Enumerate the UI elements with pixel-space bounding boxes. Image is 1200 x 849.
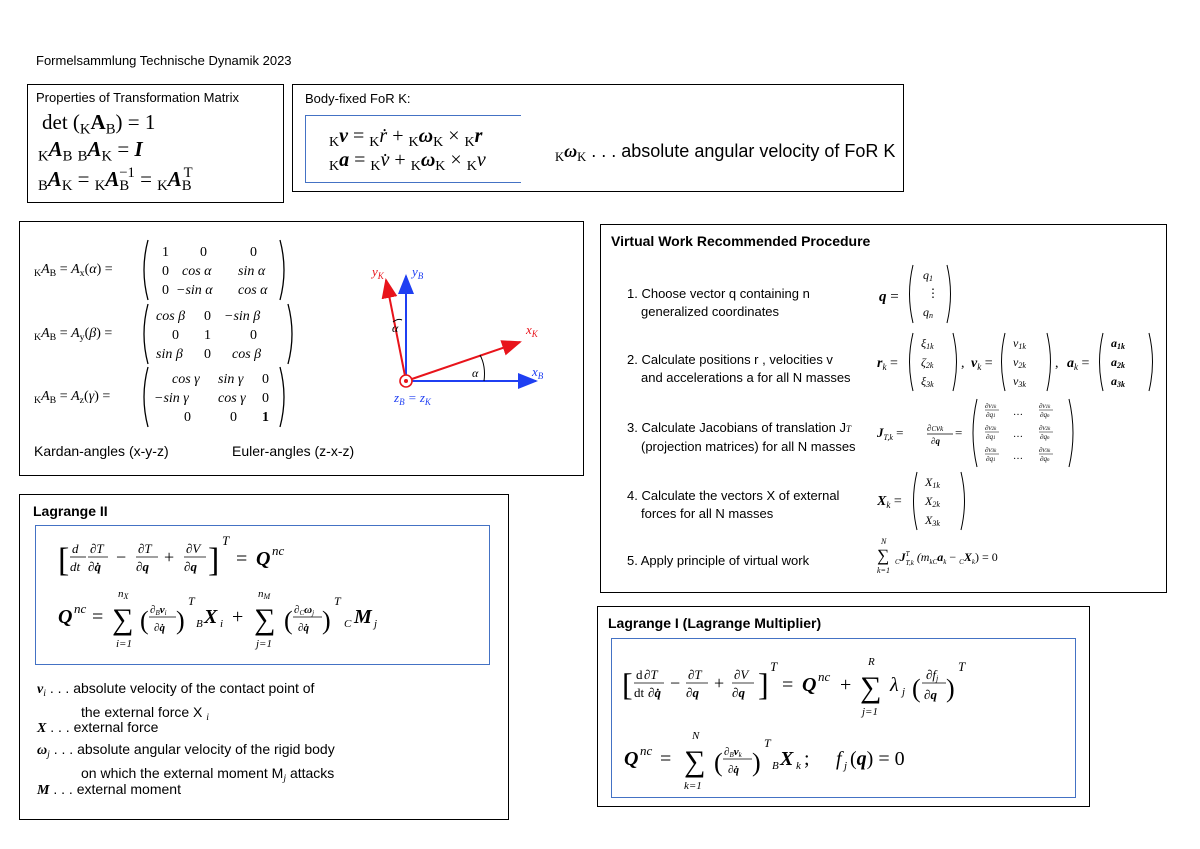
svg-text:…: … [1013, 451, 1023, 462]
lagrange-ii-box [19, 494, 509, 820]
omega-description: $_K\omega_K$ . . . absolute angular velocity of FoR K [555, 141, 896, 164]
svg-text:∂T: ∂T [688, 667, 702, 682]
svg-text:0: 0 [204, 347, 211, 362]
svg-text:∂q1: ∂q1 [986, 455, 996, 463]
svg-text:nX: nX [118, 588, 129, 601]
svg-text:Q: Q [624, 748, 639, 770]
svg-text:∂q̇: ∂q̇ [728, 764, 739, 776]
svg-text:∂v3k: ∂v3k [985, 446, 997, 454]
jacobian-formula [877, 397, 1077, 469]
svg-text:d: d [72, 541, 79, 556]
svg-text:cos α: cos α [182, 264, 212, 279]
svg-text:(: ( [912, 674, 921, 703]
rotation-z-matrix [138, 365, 290, 429]
svg-text:): ) [176, 606, 185, 635]
kardan-angles-label: Kardan-angles (x-y-z) [34, 443, 169, 459]
svg-text:−: − [116, 547, 127, 567]
svg-text:=: = [92, 606, 104, 628]
svg-text:a1k: a1k [1111, 336, 1125, 351]
svg-text:,: , [1055, 356, 1059, 371]
svg-text:(: ( [140, 606, 149, 635]
svg-text:+: + [232, 606, 244, 628]
svg-text:∂v1k: ∂v1k [985, 402, 997, 410]
svg-text:∂V: ∂V [734, 667, 749, 682]
svg-text:(: ( [284, 606, 293, 635]
svg-text:cos β: cos β [156, 309, 186, 324]
svg-text:∂Bvk: ∂Bvk [724, 746, 742, 759]
svg-text:[: [ [622, 666, 633, 702]
step-3: 3. Calculate Jacobians of translation JT (projection matrices) for all N masses [627, 420, 856, 454]
svg-text:,: , [961, 356, 965, 371]
svg-text:cos β: cos β [232, 347, 262, 362]
svg-text:): ) [946, 674, 955, 703]
rotation-x-matrix [138, 238, 290, 302]
svg-text:∂q: ∂q [931, 436, 940, 446]
rotation-z-label: $_KA_B = A_z(\gamma)$ = [34, 389, 111, 406]
svg-text:∂q: ∂q [184, 559, 197, 574]
svg-text:α: α [472, 366, 479, 380]
svg-text:∂v2k: ∂v2k [1039, 424, 1051, 432]
svg-text:X: X [780, 748, 794, 770]
svg-text:1: 1 [204, 328, 211, 343]
svg-text:rk =: $r_k$ = [877, 356, 898, 372]
inverse-formula: $_BA_K = _KA_B^{-1} = _KA_B^T$ [38, 165, 193, 195]
svg-text:nc: nc [818, 669, 831, 684]
svg-text:j=1: j=1 [256, 638, 272, 650]
svg-text:ak =: $a_k$ = [1067, 356, 1090, 372]
svg-text:nM: nM [258, 588, 271, 601]
body-fixed-title: Body-fixed FoR K: [305, 91, 411, 106]
svg-text:+: + [840, 674, 852, 696]
svg-text:v3k: v3k [1013, 374, 1026, 389]
svg-text:dt: dt [70, 559, 81, 574]
transformation-matrix-box [27, 84, 284, 203]
svg-text:∂v2k: ∂v2k [985, 424, 997, 432]
svg-text:−sin β: −sin β [224, 309, 261, 324]
svg-text:dt: dt [634, 685, 645, 700]
svg-text:T: T [188, 594, 195, 608]
svg-text:sin α: sin α [238, 264, 266, 279]
svg-text:ξ1k: ξ1k [921, 336, 934, 351]
svg-text:X2k: X2k [925, 494, 940, 509]
svg-text:−sin α: −sin α [176, 283, 213, 298]
svg-text:∂Cvk: ∂Cvk [927, 423, 944, 433]
svg-text:v1k: v1k [1013, 336, 1026, 351]
svg-text:nc: nc [272, 543, 285, 558]
svg-text:∂qn: ∂qn [1040, 411, 1050, 419]
svg-text:0: 0 [204, 309, 211, 324]
svg-text:Q: Q [256, 548, 271, 570]
svg-text:∂qn: ∂qn [1040, 433, 1050, 441]
svg-text:C: C [344, 618, 352, 630]
svg-text:T: T [222, 533, 230, 548]
svg-text:): ) [752, 748, 761, 777]
svg-text:1: 1 [162, 245, 169, 260]
svg-text:∂q1: ∂q1 [986, 433, 996, 441]
svg-text:0: 0 [162, 283, 169, 298]
svg-text:0: 0 [250, 328, 257, 343]
svg-text:=: = [782, 674, 794, 696]
lagrange-i-box [597, 606, 1090, 807]
svg-text:cos γ: cos γ [172, 372, 200, 387]
orthogonality-formula: $_KA_B$ $_BA_K = I$ [38, 137, 143, 165]
svg-text:0: 0 [200, 245, 207, 260]
svg-text:nc: nc [74, 601, 87, 616]
svg-text:k: k [796, 760, 801, 772]
svg-text:=: = [660, 748, 672, 770]
lagrange-ii-equation [58, 533, 478, 659]
step-1: 1. Choose vector q containing n generalized coordinates [627, 286, 810, 319]
svg-text:⋮: ⋮ [927, 286, 939, 300]
svg-text:Xk =: $X_k$ = [877, 494, 902, 510]
svg-text:∂q: ∂q [924, 687, 937, 702]
svg-text:Q: Q [802, 674, 817, 696]
svg-text:B: B [772, 760, 779, 772]
svg-text:1: 1 [262, 410, 269, 425]
coordinate-frame-diagram [360, 262, 560, 412]
step-2: 2. Calculate positions r , velocities v and accelerations a for all N masses [627, 352, 851, 385]
svg-text:0: 0 [262, 391, 269, 406]
svg-text:nc: nc [640, 743, 653, 758]
svg-text:j=1: j=1 [862, 706, 878, 718]
svg-text:(q) = 0: (q) = 0 [850, 748, 905, 770]
svg-text:∂q: ∂q [136, 559, 149, 574]
svg-text:;: ; [804, 748, 810, 770]
svg-text:yB: $y_B$ [412, 264, 424, 281]
lagrange-i-equation [622, 645, 1062, 795]
svg-text:i=1: i=1 [116, 638, 132, 650]
svg-text:X1k: X1k [925, 475, 940, 490]
svg-text:cos γ: cos γ [218, 391, 246, 406]
svg-text:sin β: sin β [156, 347, 183, 362]
svg-text:α: α [392, 321, 399, 335]
svg-text:]: ] [208, 542, 220, 579]
page-title: Formelsammlung Technische Dynamik 2023 [36, 53, 292, 68]
transformation-matrix-title: Properties of Transformation Matrix [36, 90, 240, 105]
svg-text:yK: $y_K$ [372, 264, 384, 281]
svg-text:∂V: ∂V [186, 541, 201, 556]
velocity-formula: $_K$v = $_K$ṙ + $_K\omega_K \times _Kr$ [329, 125, 483, 151]
svg-text:sin γ: sin γ [218, 372, 244, 387]
svg-text:∂qn: ∂qn [1040, 455, 1050, 463]
svg-text:vk =: $v_k$ = [971, 356, 993, 372]
lagrange-i-title: Lagrange I (Lagrange Multiplier) [608, 615, 822, 631]
svg-text:k=1: k=1 [684, 780, 702, 792]
svg-text:j: j [844, 760, 848, 772]
svg-text:N: N [692, 730, 700, 742]
rotation-x-label: $_KA_B = A_x(\alpha)$ = [34, 262, 113, 279]
svg-text:−: − [670, 673, 681, 693]
lagrange-ii-legend-x: X . . . external force [37, 719, 159, 736]
svg-text:∂v3k: ∂v3k [1039, 446, 1051, 454]
kinematics-vectors [877, 329, 1165, 395]
svg-text:+: + [164, 547, 175, 567]
rotation-y-matrix [138, 302, 298, 366]
svg-text:∑: ∑ [877, 546, 890, 565]
svg-text:T: T [334, 594, 341, 608]
svg-text:=: = [955, 425, 963, 440]
svg-text:0: 0 [162, 264, 169, 279]
body-fixed-box [292, 84, 904, 192]
svg-text:j: j [374, 618, 378, 630]
svg-text:∂v1k: ∂v1k [1039, 402, 1051, 410]
svg-text:X: X [204, 606, 218, 628]
svg-text:a2k: a2k [1111, 355, 1125, 370]
rotation-y-label: $_KA_B = A_y(\beta)$ = [34, 326, 113, 343]
svg-text:0: 0 [250, 245, 257, 260]
svg-text:∑: ∑ [684, 745, 706, 778]
lagrange-ii-legend-m: M . . . external moment [37, 781, 181, 798]
rotation-matrices-box [19, 221, 584, 476]
svg-text:ξ3k: ξ3k [921, 374, 934, 389]
svg-text:q1: q1 [923, 268, 933, 283]
svg-text:R: R [868, 656, 875, 668]
svg-text:cos α: cos α [238, 283, 268, 298]
svg-text:…: … [1013, 407, 1023, 418]
external-force-vector [877, 469, 977, 533]
svg-text:CJTT,k (mkCak − CXk) = 0: $_CJ^T$ T,k $(m_kCa_k - _CX_k) = 0$ [895, 550, 998, 567]
svg-text:∑: ∑ [860, 671, 882, 704]
svg-text:0: 0 [172, 328, 179, 343]
svg-text:∂Cωj: ∂Cωj [294, 604, 315, 617]
svg-text:−sin γ: −sin γ [154, 391, 189, 406]
svg-text:…: … [1013, 429, 1023, 440]
svg-text:xB: $x_B$ [532, 364, 544, 381]
svg-text:∂q̇: ∂q̇ [298, 622, 309, 634]
svg-text:∂q: ∂q [686, 685, 699, 700]
step-5: 5. Apply principle of virtual work [627, 553, 810, 568]
svg-text:Q: Q [58, 606, 73, 628]
svg-text:B: B [196, 618, 203, 630]
svg-text:∂q̇: ∂q̇ [88, 559, 101, 574]
svg-text:v2k: v2k [1013, 355, 1026, 370]
svg-text:∂q1: ∂q1 [986, 411, 996, 419]
svg-text:xK: $x_K$ [526, 322, 538, 339]
q-vector [905, 263, 955, 325]
svg-text:a3k: a3k [1111, 374, 1125, 389]
svg-text:∂q: ∂q [732, 685, 745, 700]
svg-text:∂T: ∂T [138, 541, 152, 556]
virtual-work-title: Virtual Work Recommended Procedure [611, 233, 871, 249]
svg-text:): ) [322, 606, 331, 635]
svg-text:=: = [236, 548, 248, 570]
svg-text:i: i [220, 618, 224, 630]
svg-text:+: + [714, 673, 725, 693]
svg-text:∂q̇: ∂q̇ [648, 685, 661, 700]
svg-text:∑: ∑ [112, 603, 134, 636]
acceleration-formula: $_K$a = $_K$v̇ + $_K\omega_K \times _Kv$ [329, 149, 486, 175]
svg-text:∑: ∑ [254, 603, 276, 636]
svg-text:f: f [836, 748, 842, 770]
virtual-work-box [600, 224, 1167, 593]
lagrange-ii-legend-v: $v_i$ . . . absolute velocity of the contact point of the external force X $_i$ [37, 680, 315, 723]
svg-text:0: 0 [184, 410, 191, 425]
q-vector-formula: q = [879, 289, 899, 305]
svg-text:(: ( [714, 748, 723, 777]
svg-text:k=1: k=1 [877, 566, 890, 575]
lagrange-ii-title: Lagrange II [33, 503, 108, 519]
virtual-work-principle [877, 535, 1087, 579]
svg-text:d: d [636, 667, 643, 682]
svg-text:[: [ [58, 542, 70, 579]
step-4: 4. Calculate the vectors X of external forces for all N masses [627, 488, 840, 521]
lagrange-ii-legend-omega: $\omega_j$ . . . absolute angular velocity of the rigid body on which the external moment $M_j$ attacks [37, 741, 335, 784]
svg-text:]: ] [758, 666, 769, 702]
svg-text:∂q̇: ∂q̇ [154, 622, 165, 634]
det-formula: $\det (_KA_B) = 1$ [42, 110, 156, 138]
svg-text:∂Bvi: ∂Bvi [150, 604, 167, 617]
svg-text:0: 0 [262, 372, 269, 387]
svg-text:T: T [770, 659, 778, 674]
svg-text:T: T [958, 659, 966, 674]
svg-text:M: M [354, 606, 372, 628]
svg-text:∂fj: ∂fj [926, 667, 939, 683]
svg-text:∂T: ∂T [90, 541, 104, 556]
svg-text:j: j [902, 686, 906, 698]
svg-text:ζ2k: ζ2k [921, 355, 934, 370]
svg-text:JT,k =: $J_{T,k}$ = [877, 425, 904, 442]
svg-text:0: 0 [230, 410, 237, 425]
euler-angles-label: Euler-angles (z-x-z) [232, 443, 355, 459]
svg-text:zB = zK: $z_B = z_K$ [394, 390, 431, 407]
svg-text:N: N [881, 537, 887, 546]
svg-text:X3k: X3k [925, 513, 940, 528]
svg-text:qn: qn [923, 305, 933, 320]
svg-text:λ: λ [890, 674, 899, 696]
svg-text:T: T [764, 736, 771, 750]
svg-text:∂T: ∂T [644, 667, 658, 682]
